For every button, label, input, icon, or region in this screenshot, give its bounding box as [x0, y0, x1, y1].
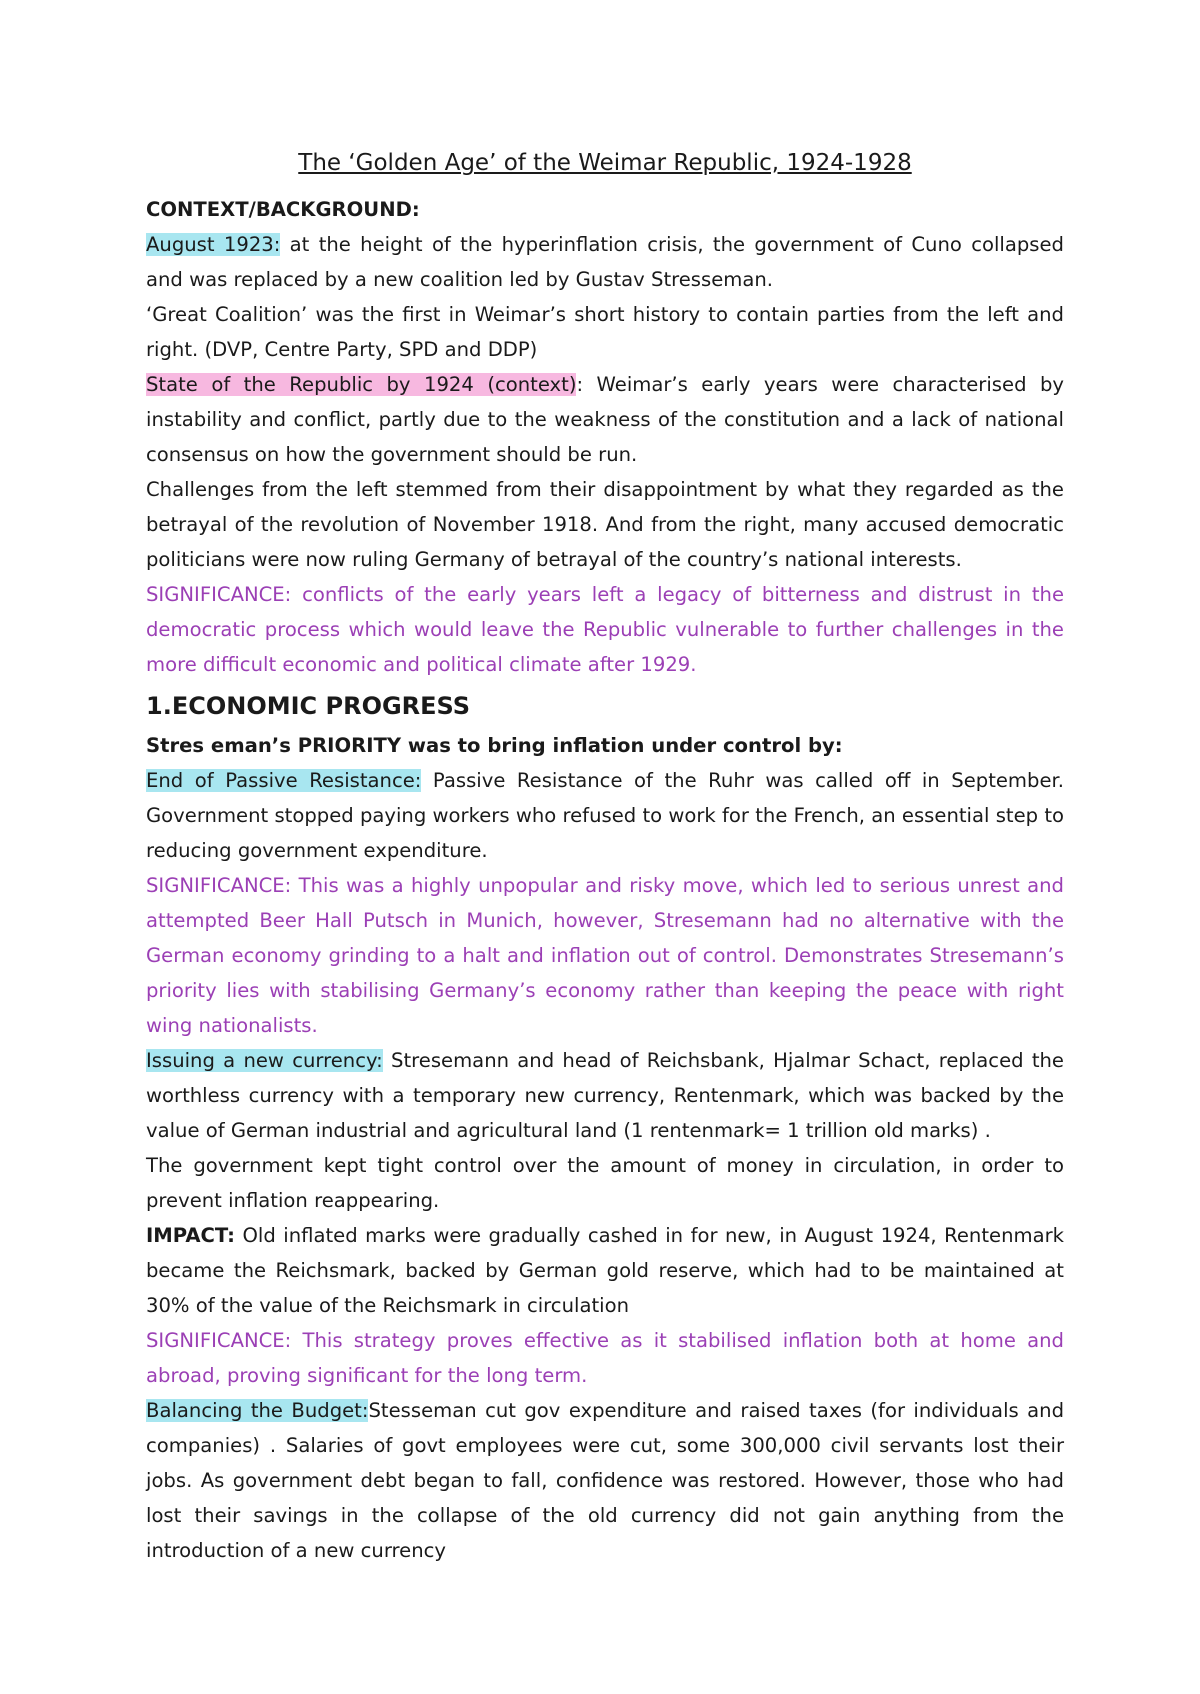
balancing-budget-text: Stesseman cut gov expenditure and raised taxes (for individuals and companies) . Salaries of govt employees were cut, some 300,000 civil servants lost their jobs. As government debt began to fall, confidence was restored. However, those who had lost their savings in the collapse of the old currency did not gain anything from the introduction of a new currency [146, 1399, 1065, 1562]
impact-label: IMPACT: [146, 1224, 236, 1247]
context-paragraph-great-coalition: ‘Great Coalition’ was the first in Weimar’s short history to contain parties from the left and right. (DVP, Centre Party, SPD and DDP) [146, 303, 1064, 361]
economic-progress-heading: 1.ECONOMIC PROGRESS [146, 692, 471, 720]
context-paragraph-august-1923 [146, 227, 1064, 297]
currency-significance: SIGNIFICANCE: This strategy proves effective as it stabilised inflation both at home and abroad, proving significant for the long term. [146, 1329, 1064, 1387]
impact-text: Old inflated marks were gradually cashed in for new, in August 1924, Rentenmark became the Reichsmark, backed by German gold reserve, which had to be maintained at 30% of the value of the Reichsmark in circulation [146, 1224, 1064, 1317]
passive-resistance-significance: SIGNIFICANCE: This was a highly unpopular and risky move, which led to serious unrest and attempted Beer Hall Putsch in Munich, however, Stresemann had no alternative with the German economy grinding to a halt and inflation out of control. Demonstrates Stresemann’s priority lies with stabilising Germany’s economy rather than keeping the peace with right wing nationalists. [146, 874, 1064, 1037]
priority-statement: Stres eman’s PRIORITY was to bring inflation under control by: [146, 734, 843, 757]
context-paragraph-state-of-republic [146, 367, 1064, 472]
paragraph-impact [146, 1218, 1064, 1323]
paragraph-new-currency [146, 1043, 1064, 1148]
highlight-label-state-of-republic: State of the Republic by 1924 (context) [146, 373, 577, 396]
context-heading: CONTEXT/BACKGROUND: [146, 198, 420, 221]
document-title: The ‘Golden Age’ of the Weimar Republic, 1924-1928 [298, 150, 912, 176]
paragraph-balancing-budget [146, 1393, 1064, 1568]
new-currency-text: Stresemann and head of Reichsbank, Hjalmar Schact, replaced the worthless currency with a temporary new currency, Rentenmark, which was backed by the value of German industrial and agricultural land (1 rentenmark= 1 trillion old marks) . [146, 1049, 1064, 1142]
highlight-label-balancing-budget: Balancing the Budget: [146, 1399, 369, 1422]
context-significance: SIGNIFICANCE: conflicts of the early years left a legacy of bitterness and distrust in the democratic process which would leave the Republic vulnerable to further challenges in the more difficult economic and political climate after 1929. [146, 583, 1064, 676]
context-paragraph-challenges: Challenges from the left stemmed from their disappointment by what they regarded as the betrayal of the revolution of November 1918. And from the right, many accused democratic politicians were now ruling Germany of betrayal of the country’s national interests. [146, 478, 1064, 571]
context-p3-text: : Weimar’s early years were characterised by instability and conflict, partly due to the weakness of the constitution and a lack of national consensus on how the government should be run. [146, 373, 1064, 466]
highlight-label-passive-resistance: End of Passive Resistance: [146, 769, 422, 792]
paragraph-currency-control: The government kept tight control over the amount of money in circulation, in order to prevent inflation reappearing. [146, 1154, 1064, 1212]
context-p1-text: at the height of the hyperinflation crisis, the government of Cuno collapsed and was replaced by a new coalition led by Gustav Stresseman. [146, 233, 1064, 291]
highlight-label-new-currency: Issuing a new currency: [146, 1049, 383, 1072]
passive-resistance-text: Passive Resistance of the Ruhr was called off in September. Government stopped paying workers who refused to work for the French, an essential step to reducing government expenditure. [146, 769, 1064, 862]
paragraph-passive-resistance [146, 763, 1064, 868]
highlight-label-august-1923: August 1923: [146, 233, 281, 256]
